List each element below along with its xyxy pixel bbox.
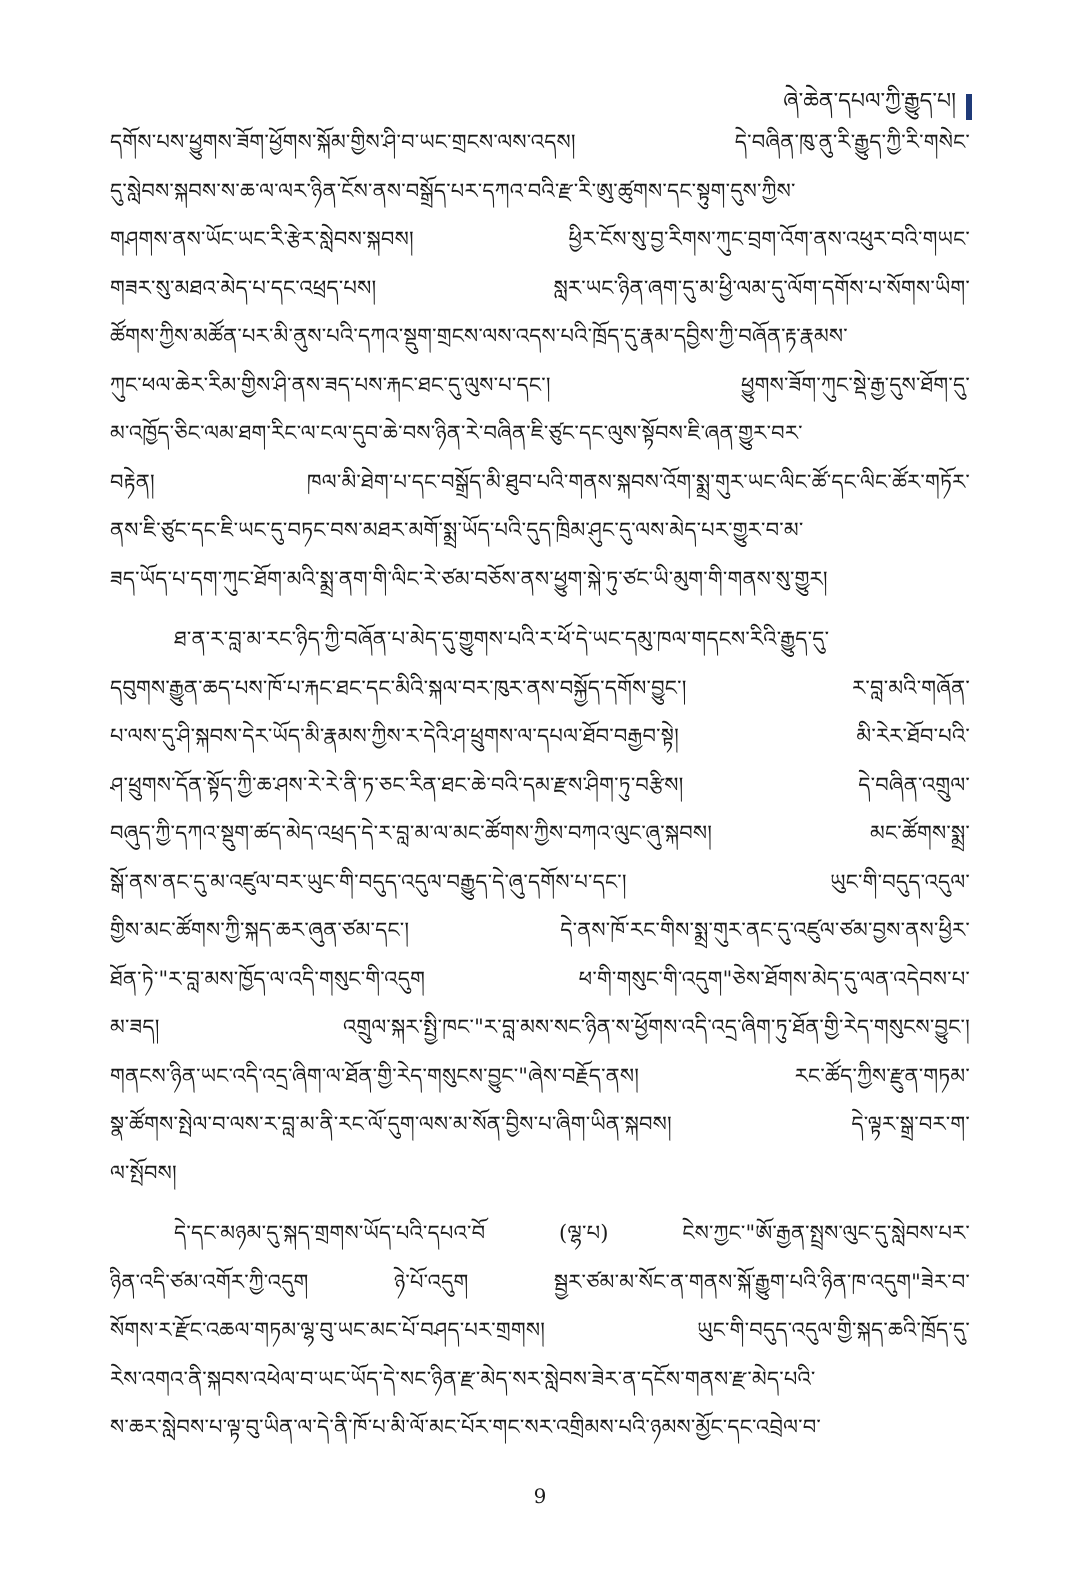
text-line: གྱིས་མང་ཚོགས་ཀྱི་སྐད་ཆར་ཞུན་ཙམ་དང་། དེ་ནས་ཁོ་རང་གིས་སྨྲ་གུར་ནང་དུ་འཛུལ་ཙམ་བྱས་ནས་ཕྱིར་ bbox=[110, 918, 970, 942]
text-line: ལ་སྤོབས། bbox=[110, 1160, 177, 1185]
text-line: རེས་འགའ་ནི་སྐབས་འཕེལ་བ་ཡང་ཡོད་དེ་སང་ཉིན་རྫ་མེད་སར་སླེབས་ཟེར་ན་དངོས་གནས་རྫ་མེད་པའི་ bbox=[110, 1366, 816, 1391]
header-accent-bar bbox=[966, 94, 972, 120]
text-line: ཉིན་འདི་ཙམ་འགོར་ཀྱི་འདུག ཉེ་པོ་འདུག སྦྱར་ཙམ་མ་སོང་ན་གནས་སྐོ་རྒྱུག་པའི་ཉིན་ཁ་འདུག"ཟེར་བ་ bbox=[110, 1269, 970, 1294]
paragraph-3 bbox=[110, 1209, 970, 1452]
text-line: གནངས་ཉིན་ཡང་འདི་འདྲ་ཞིག་ལ་ཐོན་གྱི་རེད་གསུངས་བྱུང་"ཞེས་བརྗོད་ནས། རང་ཚོད་ཀྱིས་རྫུན་གཏམ་ bbox=[110, 1063, 970, 1088]
text-line: གཤགས་ནས་ཡོང་ཡང་རི་རྩེར་སླེབས་སྐབས། ཕྱིར་ངོས་སུ་བྱ་རིགས་ཀུང་བྲག་འོག་ནས་འཕུར་བའི་གཡང་ bbox=[110, 227, 970, 251]
text-line: ཚོགས་ཀྱིས་མཚོན་པར་མི་ནུས་པའི་དཀའ་སྡུག་གྲངས་ལས་འདས་པའི་ཁྲོད་དུ་རྣམ་དབྱིས་ཀྱི་བཞོན་རྟ་རྣམས་ bbox=[110, 324, 848, 348]
paragraph-1 bbox=[110, 118, 970, 603]
page-number: 9 bbox=[533, 1484, 547, 1508]
text-line: མ་ཟད། འགྲུལ་སྐར་སྤྱི་ཁང་"ར་བླ་མས་སང་ཉིན་ས་ཕྱོགས་འདི་འདྲ་ཞིག་ཏུ་ཐོན་གྱི་རེད་གསུངས་བྱུང་། bbox=[110, 1015, 970, 1039]
text-line: ཟད་ཡོད་པ་དག་ཀུང་ཐོག་མའི་སྨྲ་ནག་གི་ལིང་རེ་ཙམ་བཅོས་ནས་ཕྱུག་སྐེ་ཏུ་ཙང་ཡི་མུག་གི་གནས་སུ་གྱུར། bbox=[110, 566, 828, 591]
text-line: སྣ་ཚོགས་སྤེལ་བ་ལས་ར་བླ་མ་ནི་རང་ལོ་དུག་ལས་མ་སོན་བྱིས་པ་ཞིག་ཡིན་སྐབས། དེ་ལྟར་སྒྲ་བར་ག་ bbox=[110, 1112, 970, 1136]
running-header-title: ཞེ་ཆེན་དཔལ་ཀྱི་རྒྱུད་པ། bbox=[783, 89, 956, 114]
text-line: པ་ལས་དུ་ཤི་སྐབས་དེར་ཡོད་མི་རྣམས་ཀྱིས་ར་དེའི་ཤ་ཕྲུགས་ལ་དཔལ་ཐོབ་བརྒྱབ་སྟེ། མི་རེར་ཐོབ་པའི་ bbox=[110, 724, 970, 748]
text-line: བཞུད་ཀྱི་དཀའ་སྡུག་ཚད་མེད་འཕྲད་དེ་ར་བླ་མ་ལ་མང་ཚོགས་ཀྱིས་བཀའ་ལུང་ཞུ་སྐབས། མང་ཚོགས་སྨྲ་ bbox=[110, 821, 970, 845]
paragraph-2 bbox=[110, 615, 970, 1197]
text-line: དབུགས་རྒྱུན་ཆད་པས་ཁོ་པ་རྐང་ཐང་དང་མིའི་སྐལ་བར་ཁུར་ནས་བསྐྱོད་དགོས་བྱུང་། ར་བླ་མའི་གཞོན་ bbox=[110, 675, 970, 700]
text-line: གཟར་སུ་མཐའ་མེད་པ་དང་འཕྲད་པས། སླར་ཡང་ཉིན་ཞག་དུ་མ་ཕྱི་ལམ་དུ་ལོག་དགོས་པ་སོགས་ཡིག་ bbox=[110, 275, 970, 300]
text-line: དགོས་པས་ཕྱུགས་ཟོག་ཕྱོགས་སྐོམ་གྱིས་ཤི་བ་ཡང་གྲངས་ལས་འདས། དེ་བཞིན་ཁུ་ནུ་རི་རྒྱུད་ཀྱི་རི་གསེང་ bbox=[110, 130, 970, 154]
text-line: དེ་དང་མཉམ་དུ་སྐད་གྲགས་ཡོད་པའི་དཔའ་བོ (ལྷ་པ) ངེས་ཀྱང་"ཨོ་རྒྱན་སྤྲས་ལུང་དུ་སླེབས་པར་ bbox=[174, 1221, 970, 1245]
text-line: ཤ་ཕྲུགས་དོན་སྟོད་ཀྱི་ཆ་ཤས་རེ་རེ་ནི་ཏ་ཅང་རིན་ཐང་ཆེ་བའི་དམ་རྫས་ཤིག་ཏུ་བརྩིས། དེ་བཞིན་འགྲུལ་ bbox=[110, 772, 970, 797]
text-line: ཐོན་ཏེ་"ར་བླ་མས་ཁྱོད་ལ་འདི་གསུང་གི་འདུག ཕ་གི་གསུང་གི་འདུག"ཅེས་ཐོགས་མེད་དུ་ལན་འདེབས་པ་ bbox=[110, 966, 970, 991]
text-line: བརྟེན། ཁལ་མི་ཐེག་པ་དང་བསྒྲོད་མི་ཐུབ་པའི་གནས་སྐབས་འོག་སྨྲ་གུར་ཡང་ལིང་ཚོ་དང་ལིང་ཚོར་གཏོར་ bbox=[110, 469, 970, 494]
text-line: ས་ཆར་སླེབས་པ་ལྟ་བུ་ཡིན་ལ་དེ་ནི་ཁོ་པ་མི་ལོ་མང་པོར་གང་སར་འགྲིམས་པའི་ཉམས་མྱོང་དང་འབྲེལ་བ་ bbox=[110, 1415, 822, 1439]
text-line: སོགས་ར་རྫོང་འཆལ་གཏམ་ལྷ་བུ་ཡང་མང་པོ་བཤད་པར་གྲགས། ཡུང་གི་བདུད་འདུལ་གྱི་སྐད་ཆའི་ཁྲོད་དུ་ bbox=[110, 1318, 970, 1342]
text-line: མ་འཁྱོད་ཅིང་ལམ་ཐག་རིང་ལ་ངལ་དུབ་ཆེ་བས་ཉིན་རེ་བཞིན་ཇི་ཙུང་དང་ལུས་སྟོབས་ཇི་ཞན་གྱུར་བར་ bbox=[110, 421, 803, 445]
text-line: ནས་ཇི་ཙུང་དང་ཇི་ཡང་དུ་བཏང་བས་མཐར་མགོ་སྨྲ་ཡོད་པའི་དུད་ཁྲིམ་ཤུང་དུ་ལས་མེད་པར་གྱུར་བ་མ་ bbox=[110, 518, 804, 542]
body-text bbox=[110, 118, 970, 1464]
text-line: སྒོ་ནས་ནང་དུ་མ་འཛུལ་བར་ཡུང་གི་བདུད་འདུལ་བརྒྱུད་དེ་ཞུ་དགོས་པ་དང་། ཡུང་གི་བདུད་འདུལ་ bbox=[110, 869, 970, 894]
text-line: ཐ་ན་ར་བླ་མ་རང་ཉིད་ཀྱི་བཞོན་པ་མེད་དུ་གྱུགས་པའི་ར་ཕོ་དེ་ཡང་དམུ་ཁལ་གདངས་རིའི་རྒྱུད་དུ་ bbox=[174, 627, 830, 651]
text-line: ཀུང་ཕལ་ཆེར་རིམ་གྱིས་ཤི་ནས་ཟད་པས་རྐང་ཐང་དུ་ལུས་པ་དང་། ཕྱུགས་ཟོག་ཀུང་སྡེ་རྒྱ་དུས་ཐོག་དུ་ bbox=[110, 372, 970, 397]
text-line: དུ་སླེབས་སྐབས་ས་ཆ་ལ་ལར་ཉིན་ངོས་ནས་བསྒྲོད་པར་དཀའ་བའི་རྫ་རི་ཨུ་ཚུགས་དང་སྟུག་དུས་ཀྱིས་ bbox=[110, 178, 796, 203]
